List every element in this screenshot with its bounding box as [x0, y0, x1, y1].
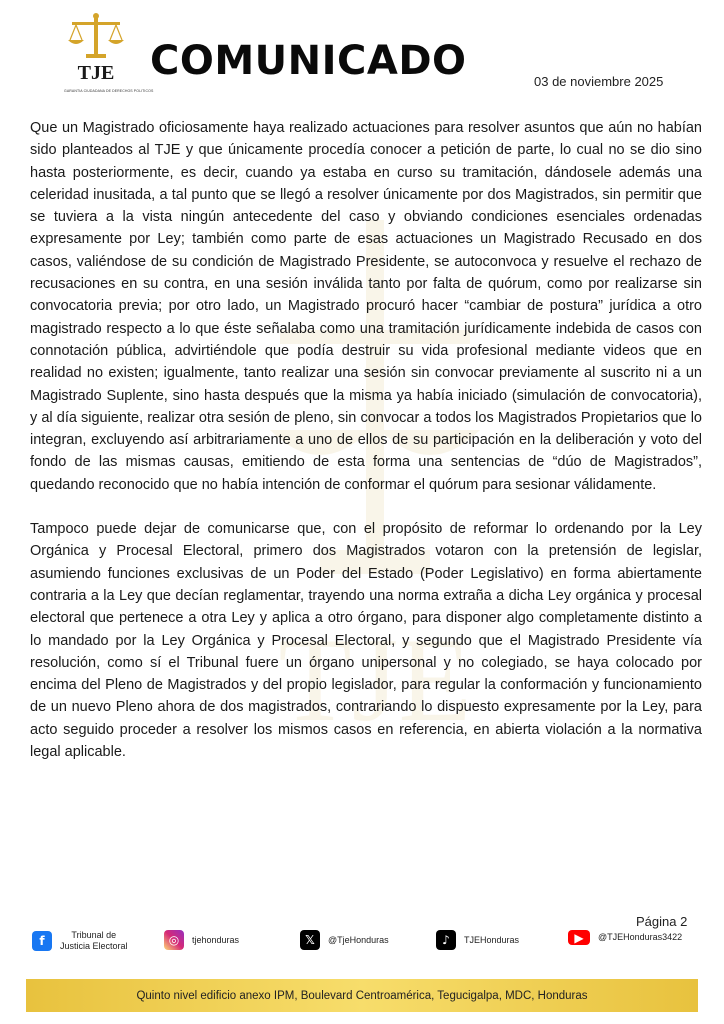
- x-icon: 𝕏: [300, 930, 320, 950]
- footer-address-bar: [26, 979, 698, 1012]
- social-youtube[interactable]: [568, 930, 682, 945]
- social-media-bar: [0, 926, 724, 962]
- facebook-icon: f: [32, 931, 52, 951]
- tiktok-label: TJEHonduras: [464, 934, 520, 945]
- document-header: [0, 0, 724, 108]
- youtube-label: @TJEHonduras3422: [598, 932, 683, 942]
- youtube-icon: ▶: [568, 930, 590, 945]
- tiktok-icon: ♪: [436, 930, 456, 950]
- watermark-text: TJE: [278, 613, 472, 746]
- social-tiktok[interactable]: [436, 930, 519, 950]
- document-date: 03 de noviembre 2025: [534, 74, 664, 89]
- instagram-icon: ◎: [164, 930, 184, 950]
- instagram-label: tjehonduras: [192, 934, 240, 945]
- footer-address: Quinto nivel edificio anexo IPM, Boulevard Centroamérica, Tegucigalpa, MDC, Honduras: [136, 989, 588, 1002]
- logo-subtitle: GARANTIA CIUDADANA DE DERECHOS POLITICOS: [64, 89, 154, 93]
- facebook-label: [60, 930, 128, 952]
- page-number: Página 2: [636, 914, 688, 929]
- logo-text: TJE: [77, 62, 115, 84]
- scales-of-justice-icon: [64, 12, 128, 64]
- tje-logo: [64, 12, 154, 102]
- x-label: @TjeHonduras: [328, 934, 389, 945]
- facebook-label-line1: Tribunal de: [71, 930, 117, 940]
- social-x[interactable]: [300, 930, 389, 950]
- social-instagram[interactable]: [164, 930, 239, 950]
- body-paragraph-1: Que un Magistrado oficiosamente haya realizado actuaciones para resolver asuntos que aún no habían sido planteados al TJE y que únicamente procedía conocer a petición de parte, lo cual no se dio sino hasta posteriormente, es decir, cuando ya estaba en curso su tramitación, dándosele además una celeridad inusitada, a tal punto que se llegó a resolver únicamente por dos Magistrados, sin permitir que se tuviera a la vista ningún antecedente del caso y obviando condiciones esenciales ordenadas expresamente por Ley; también como parte de esas actuaciones un Magistrado Recusado en dos casos, valiéndose de su condición de Magistrado Presidente, se autoconvoca y resuelve el rechazo de recusaciones en su contra, en una sesión inválida tanto por falta de quórum, como por realizarse sin convocatoria previa; por otro lado, un Magistrado procuró hacer “cambiar de postura” jurídica a otro magistrado respecto a lo que éste señalaba como una tramitación jurídicamente indebida de casos con connotación pública, advirtiéndole que podía destruir su vida profesional mediante videos que en realidad no existen; igualmente, tanto realizar una sesión sin convocar previamente al suscrito ni a un Magistrado Suplente, sino hasta después que la misma ya había iniciado (simulación de convocatoria), y al día siguiente, realizar otra sesión de pleno, sin convocar a todos los Magistrados Propietarios que lo integran, excluyendo así arbitrariamente a uno de ellos de su participación en la deliberación y voto del fondo de las mismas causas, emitiendo de esta forma una sentencias de “dúo de Magistrados”, quedando reconocido que no había intención de conformar el quórum para sesionar válidamente.: [30, 120, 702, 493]
- social-facebook[interactable]: [32, 930, 128, 952]
- facebook-label-line2: Justicia Electoral: [60, 941, 128, 951]
- page-title: COMUNICADO: [150, 38, 467, 84]
- body-paragraph-2: Tampoco puede dejar de comunicarse que, con el propósito de reformar lo ordenando por la Ley Orgánica y Procesal Electoral, primero dos Magistrados votaron con la pretensión de legislar, asumiendo funciones exclusivas de un Poder del Estado (Poder Legislativo) en forma abiertamente contraria a la Ley que decían reglamentar, trayendo una norma extraña a dicha Ley orgánica y procesal electoral que pertenece a otra Ley y aplica a otro órgano, para disponer algo completamente distinto a lo mandado por la Ley Orgánica y Procesal Electoral, y segundo que el Magistrado Presidente vía resolución, como sí el Tribunal fuere un órgano unipersonal y no colegiado, se haya colocado por encima del Pleno de Magistrados y del propio legislador, para regular la conformación y funcionamiento de un nuevo Pleno ahora de dos magistrados, contrariando lo dispuesto expresamente por la Ley, para acto seguido proceder a resolver los mismos casos en referencia, en abierta violación a la normativa legal aplicable.: [30, 521, 702, 761]
- document-body: [30, 117, 702, 785]
